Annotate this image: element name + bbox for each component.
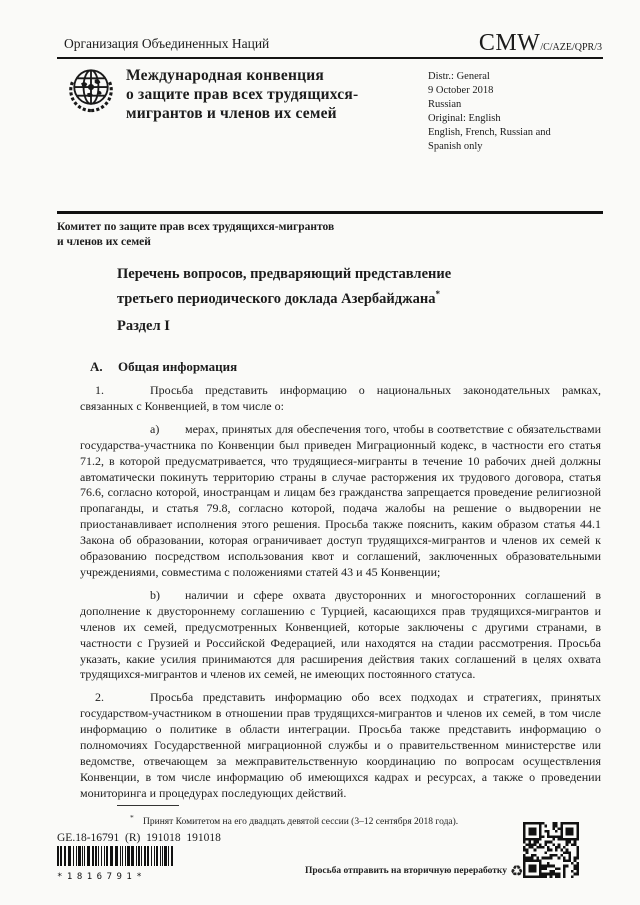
page-title-line: Перечень вопросов, предваряющий представление: [117, 266, 452, 282]
header-rule: [57, 57, 603, 59]
document-symbol: [479, 30, 602, 57]
document-symbol-main: CMW: [478, 30, 541, 56]
un-emblem-icon: [60, 61, 122, 123]
paragraph-1: [80, 383, 601, 415]
footnote-text: Принят Комитетом на его двадцать девятой сессии (3–12 сентября 2018 года).: [143, 817, 459, 828]
footnote-marker: *: [130, 813, 134, 822]
convention-title-line: мигрантов и членов их семей: [126, 105, 337, 122]
language-line: Russian: [428, 99, 462, 110]
distr-line: Distr.: General: [428, 71, 490, 82]
recycle-note: [305, 862, 523, 880]
paragraph-text: Просьба представить информацию обо всех подходах и стратегиях, принятых государством-участником в отношении прав трудящихся-мигрантов и членов их семей, в том числе информацию о политике в области интеграции. Просьба также представить информацию о полномочиях Государственной миграционной службы и о правительственном министерстве или ведомстве, отвечающем за межправительственную координацию по вопросам осуществления Конвенции, в том числе информацию об имеющихся кадрах и ресурсах, а также о проведении мониторинга и процедурах последующих действий.: [80, 690, 601, 800]
subsection-heading: [90, 359, 237, 375]
subsection-label: A.: [90, 359, 103, 374]
barcode-text: *1816791*: [57, 872, 147, 882]
paragraph-text: мерах, принятых для обеспечения того, чтобы в соответствие с обязательствами государства-участника по Конвенции был приведен Миграционный кодекс, в частности его статья 71.2, в которой предусматривается, что трудящиеся-мигранты в течение 10 рабочих дней должны автоматически покинуть территорию страны в случае расторжения их трудового договора, статья 76.6, согласно которой, иностранцам и лицам без гражданства запрещается проведение религиозной пропаганды, и статья 79.8, согласно которой, подача жалобы на решение о выдворении не приостанавливает исполнения этого решения. Просьба также пояснить, каким образом статья 44.1 Закона об образовании, которая ограничивает доступ трудящихся-мигрантов и членов их семей к образованию посредством использования квот и соглашений, заключенных образовательными учреждениями, совместима с положениями статей 43 и 45 Конвенции;: [80, 421, 601, 579]
barcode-stripes: [57, 846, 175, 866]
paragraph-1b: [80, 588, 601, 683]
languages-note-line: English, French, Russian and: [428, 127, 551, 138]
committee-heading-line: и членов их семей: [57, 236, 151, 248]
qr-code: [523, 822, 579, 878]
paragraph-marker: b): [150, 587, 160, 602]
ge-document-number: GE.18-16791 (R) 191018 191018: [57, 832, 221, 844]
subsection-title: Общая информация: [118, 359, 238, 374]
page-title-line: третьего периодического доклада Азербайджана*: [117, 288, 440, 307]
paragraph-text: наличии и сфере охвата двусторонних и многосторонних соглашений в дополнение к двустороннему соглашению с Турцией, касающихся прав трудящихся-мигрантов и членов их семей, предусмотренных Конвенцией, которые заключены с другими странами, в частности с Грузией и Российской Федерацией, или находятся на стадии рассмотрения. Просьба указать, какие усилия принимаются для расширения действия таких соглашений в целях охвата трудящихся-мигрантов и членов их семей, не имеющих постоянного статуса.: [80, 587, 601, 682]
section-divider-rule: [57, 211, 603, 214]
footnote: [117, 812, 587, 828]
paragraph-2: [80, 690, 601, 801]
paragraph-marker: а): [150, 421, 160, 436]
paragraph-1a: [80, 422, 601, 581]
committee-heading: [57, 220, 334, 250]
recycle-text: Просьба отправить на вторичную переработку: [305, 866, 507, 876]
section-heading: Раздел I: [117, 318, 170, 334]
convention-title: [126, 66, 358, 123]
convention-title-line: о защите прав всех трудящихся-: [126, 86, 359, 103]
barcode: [57, 846, 177, 882]
page-title: [117, 265, 597, 309]
original-language-line: Original: English: [428, 113, 501, 124]
date-line: 9 October 2018: [428, 85, 494, 96]
document-body: [80, 383, 601, 809]
title-footnote-marker: *: [435, 288, 440, 299]
recycle-icon: ♻: [510, 862, 524, 880]
paragraph-text: Просьба представить информацию о национальных законодательных рамках, связанных с Конвенцией, в том числе о:: [80, 383, 601, 413]
org-name: Организация Объединенных Наций: [64, 36, 270, 51]
convention-title-line: Международная конвенция: [126, 67, 324, 84]
committee-heading-line: Комитет по защите прав всех трудящихся-мигрантов: [57, 221, 335, 233]
document-symbol-suffix: /C/AZE/QPR/3: [540, 42, 602, 53]
footnote-rule: [117, 805, 179, 806]
paragraph-marker: 2.: [95, 690, 104, 705]
distribution-info: [428, 70, 551, 154]
paragraph-marker: 1.: [95, 383, 104, 397]
languages-note-line: Spanish only: [428, 141, 483, 152]
